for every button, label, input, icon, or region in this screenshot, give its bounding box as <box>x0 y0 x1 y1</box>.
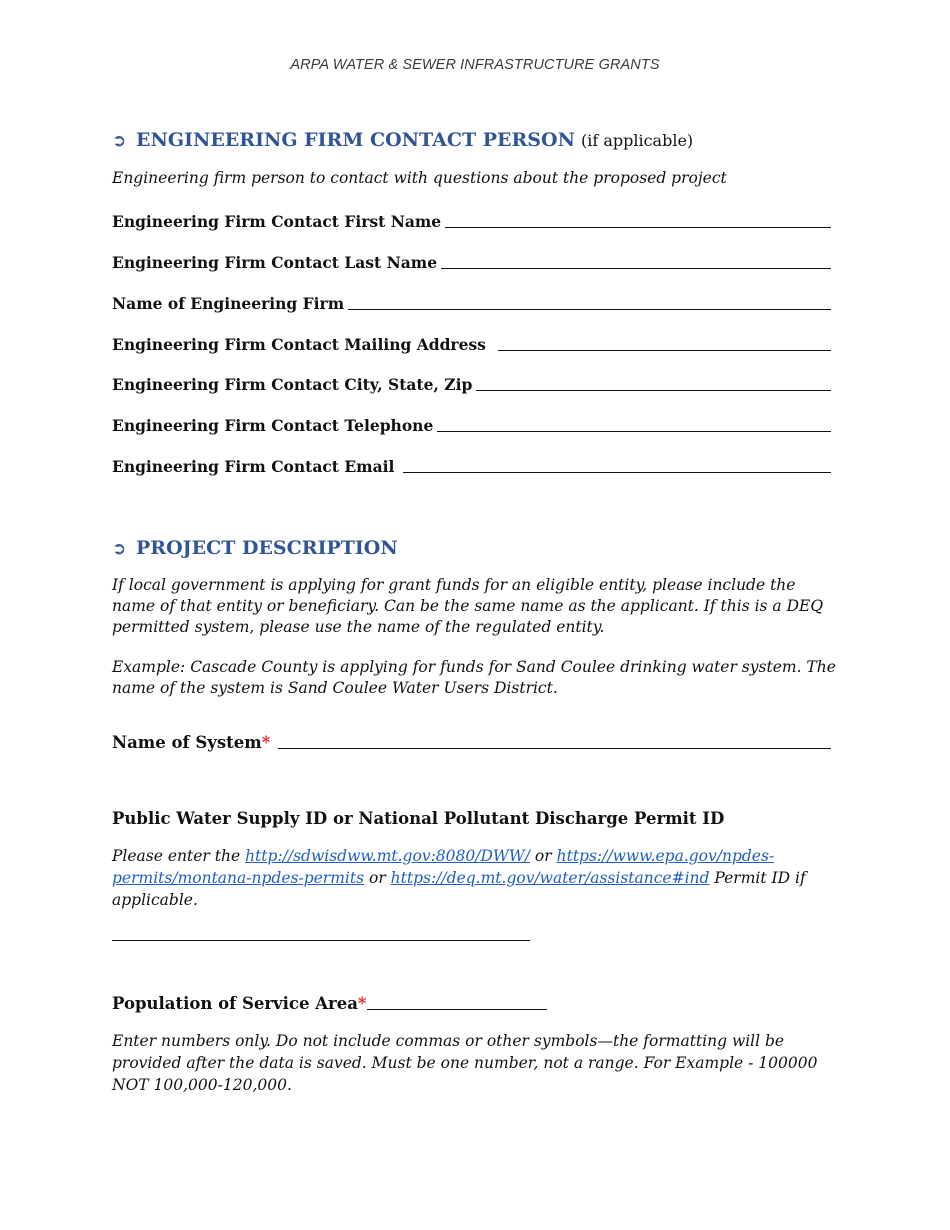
engineering-section-title <box>112 129 693 151</box>
field-input-line[interactable] <box>348 295 831 310</box>
field-input-line[interactable] <box>498 336 831 351</box>
field-input-line[interactable] <box>445 213 831 228</box>
engineering-firm-name-field[interactable] <box>112 294 831 313</box>
permit-id-input-line[interactable] <box>112 940 530 941</box>
field-label: Name of Engineering Firm <box>112 294 345 313</box>
field-input-line[interactable] <box>441 254 831 269</box>
field-label: Engineering Firm Contact First Name <box>112 212 442 231</box>
population-field[interactable] <box>112 994 547 1013</box>
permit-heading: Public Water Supply ID or National Pollutant Discharge Permit ID <box>112 809 725 828</box>
project-paragraph-2: Example: Cascade County is applying for funds for Sand Coulee drinking water system. The name of the system is Sand Coulee Water Users District. <box>112 658 836 697</box>
epa-npdes-link[interactable]: https://www.epa.gov/npdes-permits/montana-npdes-permits <box>112 847 775 887</box>
field-input-line[interactable] <box>403 458 831 473</box>
engineering-description: Engineering firm person to contact with questions about the proposed project <box>112 169 727 187</box>
arrow-right-icon: ➲ <box>112 131 127 151</box>
required-asterisk: * <box>357 994 367 1013</box>
required-asterisk: * <box>261 733 271 752</box>
field-label: Engineering Firm Contact Email <box>112 457 395 476</box>
field-label: Population of Service Area* <box>112 994 367 1013</box>
field-label: Engineering Firm Contact City, State, Zip <box>112 375 473 394</box>
project-section-title <box>112 537 398 559</box>
field-label: Engineering Firm Contact Telephone <box>112 416 434 435</box>
page-header: ARPA WATER & SEWER INFRASTRUCTURE GRANTS <box>290 57 660 73</box>
field-input-line[interactable] <box>437 417 831 432</box>
field-input-line[interactable] <box>278 734 831 749</box>
arrow-right-icon: ➲ <box>112 539 127 559</box>
project-title-text: PROJECT DESCRIPTION <box>136 537 398 559</box>
dww-link[interactable]: http://sdwisdww.mt.gov:8080/DWW/ <box>245 847 530 865</box>
field-input-line[interactable] <box>476 376 831 391</box>
field-label: Engineering Firm Contact Last Name <box>112 253 438 272</box>
engineering-last-name-field[interactable] <box>112 253 831 272</box>
engineering-title-text: ENGINEERING FIRM CONTACT PERSON <box>136 129 575 151</box>
field-input-line[interactable] <box>367 995 547 1010</box>
field-label: Name of System* <box>112 733 271 752</box>
system-name-field[interactable] <box>112 733 831 752</box>
engineering-telephone-field[interactable] <box>112 416 831 435</box>
deq-assistance-link[interactable]: https://deq.mt.gov/water/assistance#ind <box>390 869 710 887</box>
engineering-email-field[interactable] <box>112 457 831 476</box>
engineering-city-state-zip-field[interactable] <box>112 375 831 394</box>
engineering-mailing-address-field[interactable] <box>112 335 831 354</box>
population-instructions: Enter numbers only. Do not include commas or other symbols—the formatting will be provided after the data is saved. Must be one number, not a range. For Example - 100000 NOT 100,000-120,000. <box>112 1032 818 1094</box>
engineering-title-note: (if applicable) <box>580 131 694 150</box>
field-label: Engineering Firm Contact Mailing Address <box>112 335 486 354</box>
engineering-first-name-field[interactable] <box>112 212 831 231</box>
permit-instructions: Please enter the http://sdwisdww.mt.gov:8080/DWW/ or https://www.epa.gov/npdes-permits/montana-npdes-permits or https://deq.mt.gov/water/assistance#ind Permit ID if applicable. <box>112 847 806 909</box>
project-paragraph-1: If local government is applying for grant funds for an eligible entity, please include the name of that entity or beneficiary. Can be the same name as the applicant. If this is a DEQ permitted system, please use the name of the regulated entity. <box>112 576 824 636</box>
